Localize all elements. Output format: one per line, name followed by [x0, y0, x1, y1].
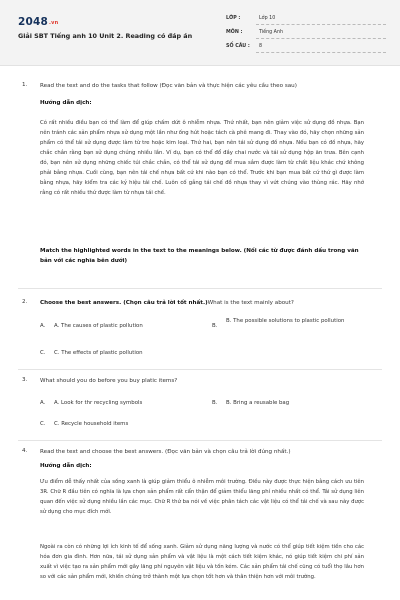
answer-option-a[interactable]	[40, 322, 143, 331]
meta-label: SỐ CÂU :	[226, 44, 250, 49]
question-text: Read the text and do the tasks that follow (Đọc văn bản và thực hiện các yêu cầu theo sau)	[40, 83, 297, 89]
translation-paragraph: Ưu điểm dễ thấy nhất của sống xanh là giúp giảm thiểu ô nhiễm môi trường. Điều này được thực hiện bằng cách ưu tiên 3R. Chữ R đầu tiên có nghĩa là lựa chọn sản phẩm rất cẩn thận để giảm thiểu lãng phí nhiều nhất có thể. Tái sử dụng liên quan đến việc sử dụng nhiều lần các mục. Chữ R thứ ba nói về việc phân tách các vật liệu có thể tái chế và sau này được sử dụng cho mục đích mới.	[40, 479, 364, 515]
divider	[18, 440, 382, 441]
option-letter: B.	[212, 400, 218, 406]
option-letter: A.	[40, 400, 46, 406]
option-text: A. The causes of plastic pollution	[54, 323, 143, 329]
guide-label: Hướng dẫn dịch:	[40, 100, 92, 106]
option-text: B. The possible solutions to plastic pollution	[226, 318, 345, 324]
option-text: C. The effects of plastic pollution	[54, 350, 143, 356]
meta-value: Lớp 10	[259, 16, 276, 21]
question-text	[40, 299, 378, 308]
guide-label: Hướng dẫn dịch:	[40, 463, 92, 469]
option-letter: B.	[212, 323, 218, 329]
meta-value: 8	[259, 44, 263, 49]
site-logo[interactable]	[18, 16, 58, 28]
question-prompt: What is the text mainly about?	[207, 300, 294, 306]
translation-paragraph: Ngoài ra còn có những lợi ích kinh tế để sống xanh. Giảm sử dụng năng lượng và nước có thể giúp tiết kiệm tiền cho các hóa đơn gia đình. Hơn nữa, tái sử dụng sản phẩm và vật liệu là một cách tiết kiệm khác, nó giúp tiết kiệm chi phí sản xuất vì việc tạo ra sản phẩm mới gây lãng phí nguyên vật liệu và tốn kém. Các sản phẩm tái chế cũng có tuổi thọ lâu hơn so với các sản phẩm mới, khiến chúng trở thành một lựa chọn tốt hơn và thân thiện hơn với môi trường.	[40, 544, 364, 580]
question-number: 2.	[22, 299, 28, 305]
question-instruction: Choose the best answers. (Chọn câu trả lời tốt nhất.)	[40, 300, 208, 306]
translation-paragraph: Có rất nhiều điều bạn có thể làm để giúp chấm dứt ô nhiễm nhựa. Thứ nhất, bạn nên giảm việc sử dụng đồ nhựa. Bạn nên tránh các sản phẩm nhựa sử dụng một lần như ống hút hoặc tách cà phê mang đi. Thay vào đó, hãy chọn những sản phẩm có thể tái sử dụng được làm từ tre hoặc kim loại. Thứ hai, bạn nên tái sử dụng đồ nhựa. Nếu bạn có đồ nhựa, hãy chắc chắn rằng bạn sử dụng chúng nhiều lần. Ví dụ, bạn có thể đổ đầy chai nước và tái sử dụng hộp ăn trưa. Bên cạnh đó, bạn nên sử dụng những chiếc túi chắc chắn, có thể tái sử dụng để mua sắm được làm từ chất liệu khác chứ không phải bằng nhựa. Cuối cùng, bạn nên tái chế nhựa bất cứ khi nào bạn có thể. Trước khi bạn mua bất cứ thứ gì được làm bằng nhựa, hãy kiểm tra các ký hiệu tái chế. Luôn cố gắng tái chế đồ nhựa thay vì vứt chúng vào thùng rác. Hãy nhớ rằng có rất nhiều thứ được làm từ nhựa tái chế.	[40, 120, 364, 196]
page-header	[0, 0, 400, 66]
page-title: Giải SBT Tiếng anh 10 Unit 2. Reading có đáp án	[18, 32, 193, 40]
meta-row-count	[226, 42, 386, 56]
meta-panel	[226, 14, 386, 56]
match-instruction: Match the highlighted words in the text to the meanings below. (Nối các từ được đánh dấu trong văn bản với các nghĩa bên dưới)	[40, 248, 359, 264]
question-number: 4.	[22, 448, 28, 454]
option-letter: C.	[40, 350, 46, 356]
answer-option-a[interactable]	[40, 399, 142, 408]
meta-label: MÔN :	[226, 30, 243, 35]
meta-divider	[256, 24, 386, 25]
divider	[18, 369, 382, 370]
logo-main: 2048	[18, 16, 49, 28]
logo-suffix: .vn	[49, 20, 59, 26]
option-text: A. Look for thr recycling symbols	[54, 400, 143, 406]
option-text: C. Recycle household items	[54, 421, 129, 427]
meta-row-class	[226, 14, 386, 28]
meta-divider	[256, 38, 386, 39]
question-text: Read the text and choose the best answers. (Đọc văn bản và chọn câu trả lời đúng nhất.)	[40, 449, 291, 455]
meta-label: LỚP :	[226, 16, 241, 21]
divider	[18, 288, 382, 289]
answer-option-b[interactable]	[212, 317, 372, 329]
question-number: 3.	[22, 377, 28, 383]
option-letter: C.	[40, 421, 46, 427]
question-text: What should you do before you buy platic items?	[40, 378, 178, 384]
answer-option-c[interactable]	[40, 349, 143, 358]
meta-value: Tiếng Anh	[259, 30, 284, 35]
question-number: 1.	[22, 82, 28, 88]
option-letter: A.	[40, 323, 46, 329]
answer-option-c[interactable]	[40, 420, 128, 429]
meta-row-subject	[226, 28, 386, 42]
option-text: B. Bring a reusable bag	[226, 400, 290, 406]
worksheet-content	[0, 66, 400, 600]
meta-divider	[256, 52, 386, 53]
answer-option-b[interactable]	[212, 399, 289, 408]
